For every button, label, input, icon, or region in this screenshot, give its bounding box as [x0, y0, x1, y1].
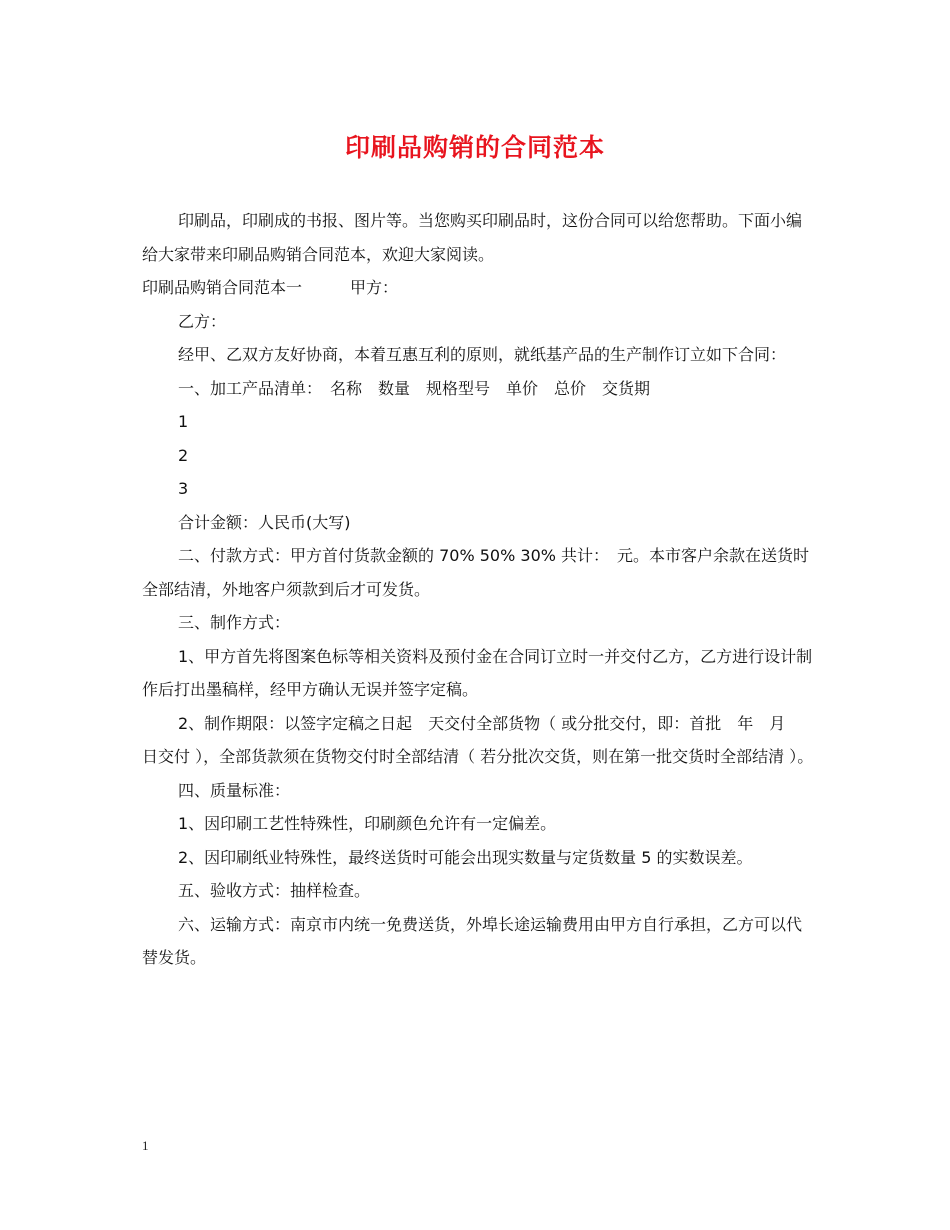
paragraph: 印刷品，印刷成的书报、图片等。当您购买印刷品时，这份合同可以给您帮助。下面小编给大家带来印刷品购销合同范本，欢迎大家阅读。	[142, 211, 803, 264]
paragraph: 二、付款方式：甲方首付货款金额的 70% 50% 30% 共计： 元。本市客户余款在送货时全部结清，外地客户须款到后才可发货。	[142, 546, 810, 599]
paragraph: 1、甲方首先将图案色标等相关资料及预付金在合同订立时一并交付乙方，乙方进行设计制作后打出墨稿样，经甲方确认无误并签字定稿。	[142, 646, 813, 699]
paragraph: 2、因印刷纸业特殊性，最终送货时可能会出现实数量与定货数量 5 的实数误差。	[178, 847, 753, 867]
paragraph: 五、验收方式：抽样检查。	[178, 881, 371, 900]
paragraph: 六、运输方式：南京市内统一免费送货，外埠长途运输费用由甲方自行承担，乙方可以代替发货。	[142, 914, 803, 967]
document-body	[142, 204, 814, 975]
paragraph: 3	[178, 479, 189, 498]
paragraph: 一、加工产品清单： 名称 数量 规格型号 单价 总价 交货期	[178, 378, 651, 398]
paragraph: 乙方：	[178, 311, 227, 331]
paragraph: 四、质量标准：	[178, 780, 291, 800]
paragraph: 1、因印刷工艺性特殊性，印刷颜色允许有一定偏差。	[178, 814, 557, 833]
paragraph: 三、制作方式：	[178, 613, 291, 632]
paragraph: 2、制作期限：以签字定稿之日起 天交付全部货物（ 或分批交付，即：首批 年 月 日交付 ），全部货款须在货物交付时全部结清（ 若分批次交货，则在第一批交货时全部结清 ）。	[142, 713, 814, 766]
page-number: 1	[142, 1138, 149, 1153]
document-title: 印刷品购销的合同范本	[344, 133, 605, 162]
paragraph: 2	[178, 445, 189, 465]
paragraph: 1	[178, 412, 189, 431]
paragraph: 印刷品购销合同范本一 甲方：	[142, 278, 399, 297]
paragraph: 经甲、乙双方友好协商，本着互惠互利的原则，就纸基产品的生产制作订立如下合同：	[178, 345, 787, 364]
paragraph: 合计金额：人民币(大写)	[178, 512, 351, 532]
